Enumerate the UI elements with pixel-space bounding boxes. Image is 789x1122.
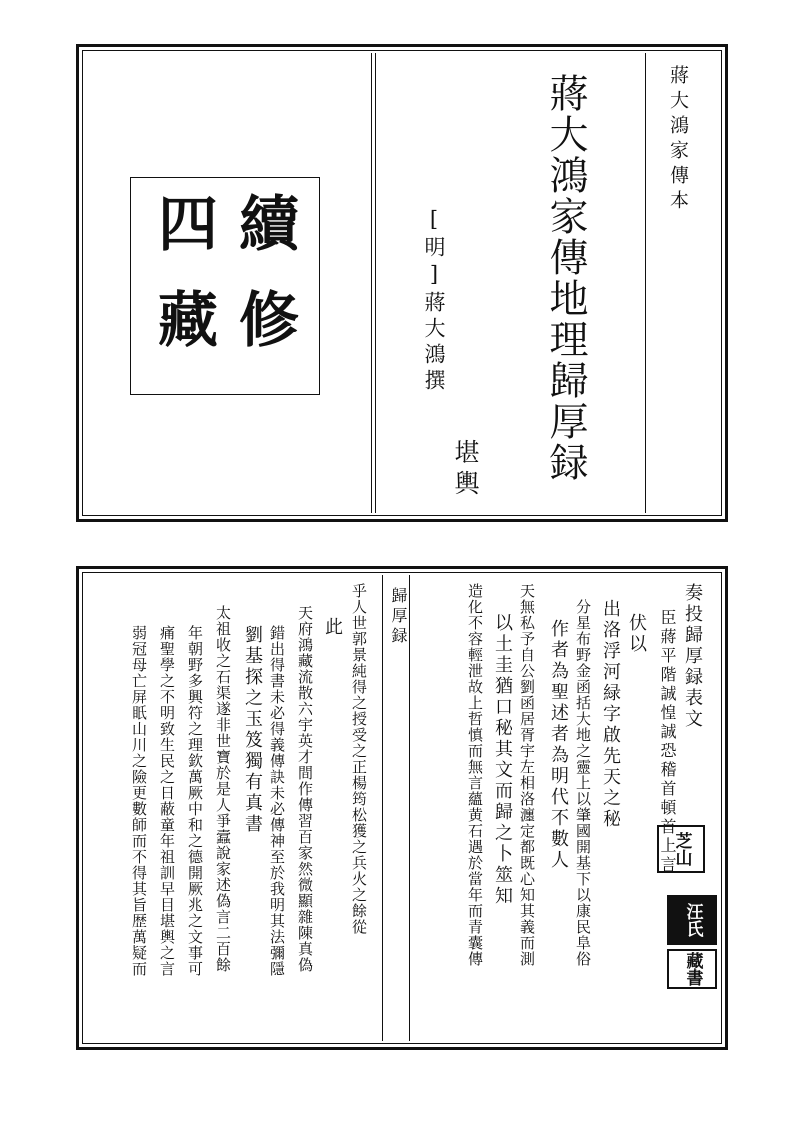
text-column: 天府鴻藏流散六宇英才間作傳習百家然微顯雜陳真偽 (296, 605, 314, 973)
seal-char: 修 (229, 288, 299, 348)
spine-label: 蔣大鴻家傳本 (667, 65, 689, 215)
text-column: 年朝野多興符之理欽萬厥中和之德開厥兆之文事可 (186, 625, 204, 977)
text-column: 出洛浮河緑字啟先天之秘 (600, 599, 621, 830)
text-column: 造化不容輕泄故上哲慎而無言蘊黄石遇於當年而青囊傳 (466, 583, 484, 967)
text-column: 此 (322, 617, 343, 638)
seal-char: 四 (148, 192, 218, 252)
text-column: 分星布野金函括大地之靈上以肇國開基下以康民阜俗 (574, 599, 592, 967)
text-column: 乎人世郭景純得之授受之正楊筠松獲之兵火之餘從 (350, 583, 368, 935)
text-column: 作者為聖述者為明代不數人 (548, 619, 569, 871)
text-column: 錯出得書未必得義傳訣未必傳神至於我明其法彌隱 (268, 625, 286, 977)
collection-seal-box (130, 177, 320, 395)
column-divider (645, 53, 646, 513)
margin-divider (382, 575, 383, 1041)
text-column: 痛聖學之不明致生民之日蔽童年祖訓早目堪輿之言 (158, 625, 176, 977)
cover-page (76, 44, 728, 522)
text-column: 弱冠母亡屏眂山川之險更數師而不得其旨歴萬疑而 (130, 625, 148, 977)
text-column: 奏投歸厚録表文 (682, 583, 703, 730)
margin-title: 歸厚録 (389, 587, 408, 647)
text-column: 伏以 (626, 613, 647, 655)
seal-char: 藏 (148, 288, 218, 348)
book-title: 蔣大鴻家傳地理歸厚録 (543, 73, 588, 483)
seal-char: 續 (229, 192, 299, 252)
text-column: 臣蔣平階誠惶誠恐稽首頓首上言 (658, 609, 677, 875)
author-line: [明]蔣大鴻撰 (422, 207, 446, 395)
collector-seal: 芝山 (657, 825, 705, 873)
text-column: 天無私予自公劉函居胥宇左相洛瀍定都既心知其義而測 (518, 583, 536, 967)
text-page (76, 566, 728, 1050)
column-divider (375, 53, 376, 513)
text-column: 以土圭猶口秘其文而歸之卜筮知 (492, 613, 513, 907)
text-column: 太祖收之石渠遂非世寶於是人爭蠧說家述偽言二百餘 (214, 605, 232, 973)
column-divider (371, 53, 372, 513)
collector-seal: 藏書 (667, 949, 717, 989)
category-label: 堪輿 (451, 439, 480, 501)
collector-seal: 汪氏 (667, 895, 717, 945)
text-column: 劉基探之玉笈獨有真書 (242, 625, 263, 835)
